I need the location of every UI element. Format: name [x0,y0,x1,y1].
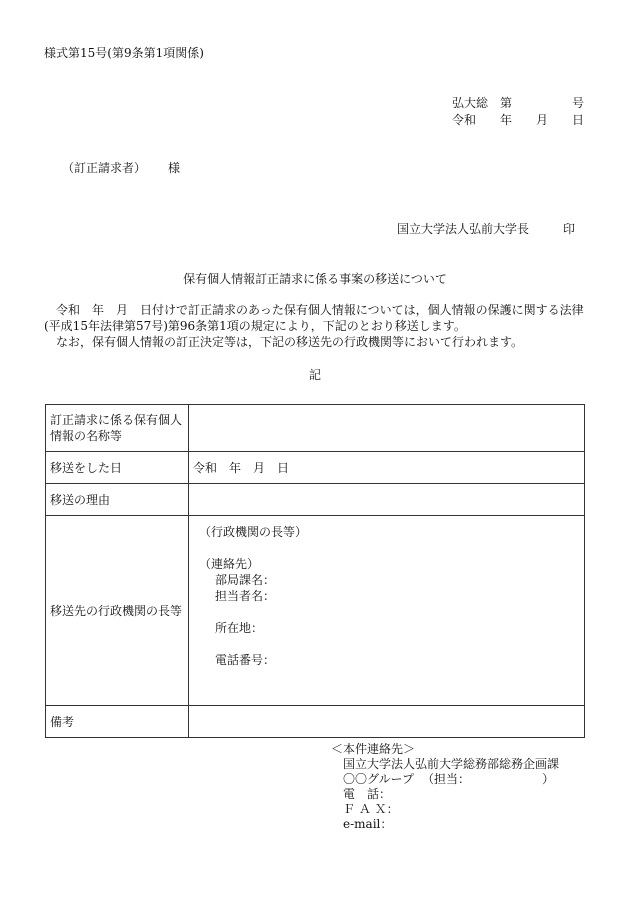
table-row [46,706,585,738]
group-name: 〇〇グループ [343,772,415,786]
phone-field: 電話番号： [215,653,276,667]
reference-block [452,95,584,129]
destination-label: 移送先の行政機関の長等 [46,516,189,706]
transfer-date-label: 移送をした日 [46,452,189,484]
table-row [46,516,585,706]
contact-fax: Ｆ Ａ Ｘ： [343,802,399,816]
note-heading: 記 [308,368,321,382]
body-paragraph-2: なお，保有個人情報の訂正決定等は，下記の移送先の行政機関等において行われます。 [56,335,524,349]
department-field: 部局課名： [215,573,276,587]
contact-heading: ＜本件連絡先＞ [331,742,416,756]
remarks-label: 備考 [46,706,189,738]
seal-mark: 印 [563,222,576,236]
addressee [62,161,180,176]
agency-head: （行政機関の長等） [199,525,308,539]
body-text [44,302,589,350]
transfer-reason-value [189,484,585,516]
info-name-label: 訂正請求に係る保有個人情報の名称等 [46,405,189,452]
document-title: 保有個人情報訂正請求に係る事案の移送について [183,272,447,286]
contact-info [331,742,559,832]
requester-label: （訂正請求者） [62,161,147,175]
contact-office: 国立大学法人弘前大学総務部総務企画課 [343,757,560,771]
contact-person-close: ） [542,772,555,786]
transfer-details-table [45,404,585,738]
form-number: 様式第15号(第9条第1項関係) [44,46,204,60]
sender-name: 国立大学法人弘前大学長 [397,222,530,236]
document-number: 弘大総 第 号 [451,96,584,110]
remarks-value [189,706,585,738]
contact-tel: 電 話： [343,787,392,801]
contact-email: e-mail： [343,817,393,831]
transfer-date-value: 令和 年 月 日 [189,452,585,484]
body-paragraph-1: 令和 年 月 日付けで訂正請求のあった保有個人情報については，個人情報の保護に関する法律(平成15年法律第57号)第96条第1項の規定により，下記のとおり移送します。 [44,303,584,333]
address-field: 所在地： [215,621,264,635]
transfer-reason-label: 移送の理由 [46,484,189,516]
table-row [46,405,585,452]
issue-date: 令和 年 月 日 [451,113,584,127]
info-name-value [189,405,585,452]
person-field: 担当者名： [215,589,276,603]
honorific: 様 [168,161,181,175]
sender [397,222,575,237]
table-row [46,484,585,516]
contact-label: （連絡先） [199,557,260,571]
contact-person: （担当： [422,772,465,786]
contact-group [331,772,559,787]
destination-value [189,516,585,706]
table-row [46,452,585,484]
